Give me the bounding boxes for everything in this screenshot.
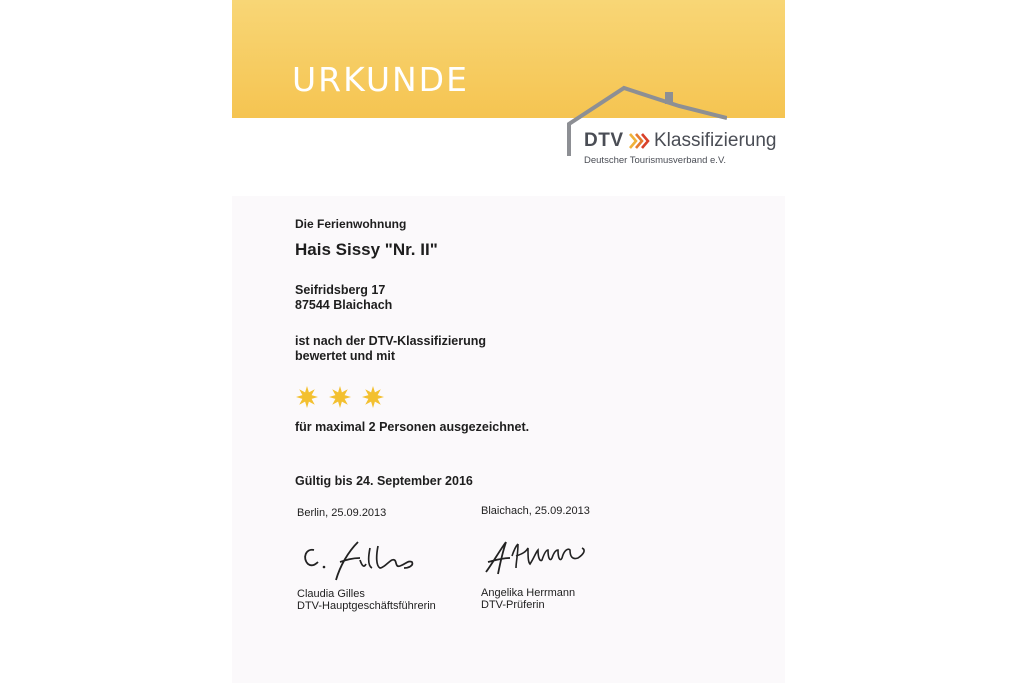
logo-name: Klassifizierung [654,130,777,151]
award-text: für maximal 2 Personen ausgezeichnet. [295,420,530,434]
signature-2-place-date: Blaichach, 25.09.2013 [481,505,590,517]
house-roof-icon [567,84,727,164]
signature-2-name: Angelika Herrmann [481,587,576,599]
signature-1-place-date: Berlin, 25.09.2013 [297,507,387,519]
signature-1-name: Claudia Gilles [297,588,365,600]
sun-star-icon [362,386,384,408]
valid-until: Gültig bis 24. September 2016 [295,474,473,488]
intro-text: Die Ferienwohnung [295,217,407,231]
sun-star-icon [329,386,351,408]
signature-2-handwriting [482,536,592,580]
certificate-page [232,0,785,683]
signature-1-handwriting [300,536,430,584]
star-rating [295,385,385,409]
sun-star-icon [296,386,318,408]
logo-brand: DTV [584,130,624,151]
property-name: Hais Sissy "Nr. II" [295,240,438,259]
page-title: URKUNDE [292,60,469,99]
statement-line-1: ist nach der DTV-Klassifizierung [295,334,487,348]
chevron-logo-icon [628,132,650,150]
address-street: Seifridsberg 17 [295,283,386,297]
signature-1-role: DTV-Hauptgeschäftsführerin [297,600,436,612]
logo-subtitle: Deutscher Tourismusverband e.V. [584,155,727,166]
address-city: 87544 Blaichach [295,298,393,312]
signature-2-role: DTV-Prüferin [481,599,545,611]
statement-line-2: bewertet und mit [295,349,396,363]
